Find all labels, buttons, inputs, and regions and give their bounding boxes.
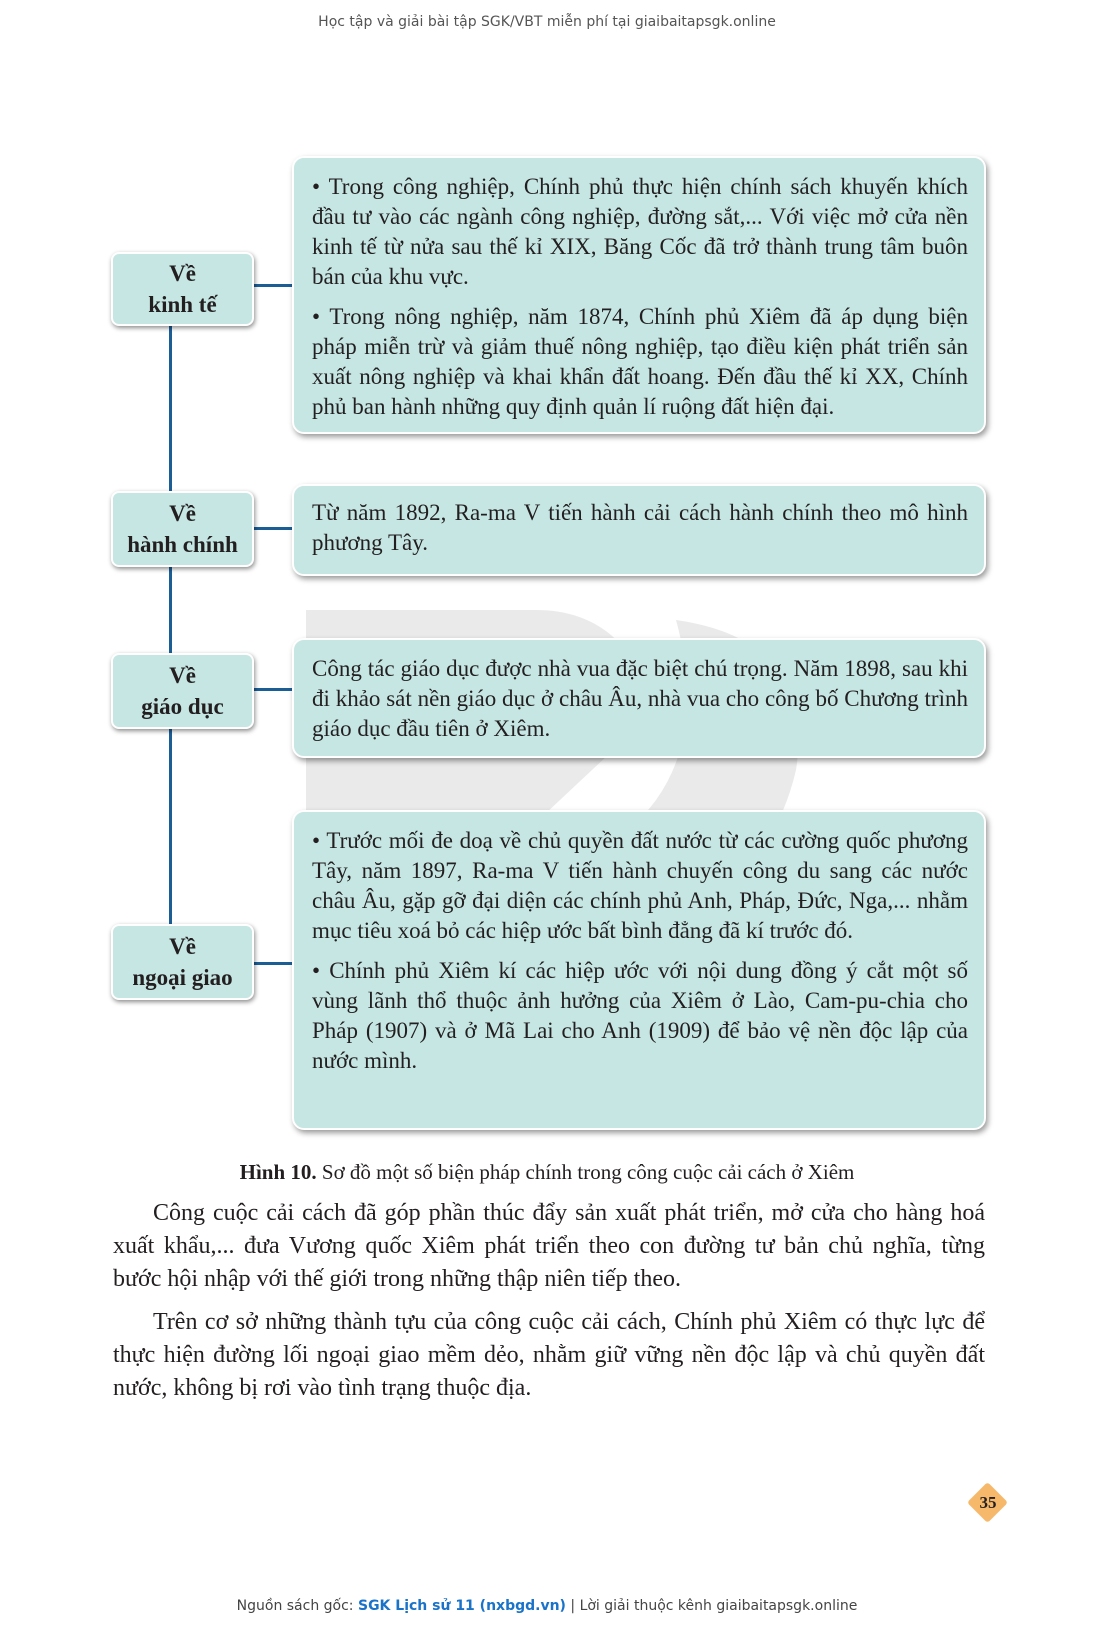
diagram-spine-line: [169, 324, 172, 944]
content-kinh-te-para-1: • Trong công nghiệp, Chính phủ thực hiện chính sách khuyến khích đầu tư vào các ngành công nghiệp, đường sắt,... Với việc mở cửa nền kinh tế từ nửa sau thế kỉ XIX, Băng Cốc đã trở thành trung tâm buôn bán của khu vực.: [312, 174, 968, 289]
label-ngoai-giao-line2: ngoại giao: [132, 965, 233, 990]
content-giao-duc-para-1: Công tác giáo dục được nhà vua đặc biệt chú trọng. Năm 1898, sau khi đi khảo sát nền giáo dục ở châu Âu, nhà vua cho công bố Chương trình giáo dục đầu tiên ở Xiêm.: [312, 656, 968, 741]
label-hanh-chinh-line2: hành chính: [127, 532, 238, 557]
label-kinh-te: [111, 252, 254, 326]
connector-ngoai-giao: [254, 962, 292, 965]
figure-caption-prefix: Hình 10.: [239, 1160, 317, 1184]
header-note: Học tập và giải bài tập SGK/VBT miễn phí tại giaibaitapsgk.online: [318, 14, 776, 30]
connector-hanh-chinh: [254, 527, 292, 530]
label-ngoai-giao: [111, 924, 254, 1000]
footer-suffix: | Lời giải thuộc kênh giaibaitapsgk.online: [565, 1598, 858, 1614]
footer-note: [0, 1598, 1094, 1614]
content-hanh-chinh-para-1: Từ năm 1892, Ra-ma V tiến hành cải cách hành chính theo mô hình phương Tây.: [312, 500, 968, 555]
content-ngoai-giao-para-1: • Trước mối đe doạ về chủ quyền đất nước từ các cường quốc phương Tây, năm 1897, Ra-ma V tiến hành chuyến công du sang các nước châu Âu, gặp gỡ đại diện các chính phủ Anh, Pháp, Đức, Nga,... nhằm mục tiêu xoá bỏ các hiệp ước bất bình đẳng đã kí trước đó.: [312, 828, 968, 943]
content-kinh-te-para-2: • Trong nông nghiệp, năm 1874, Chính phủ Xiêm đã áp dụng biện pháp miễn trừ và giảm thuế nông nghiệp, tạo điều kiện phát triển sản xuất nông nghiệp và khai khẩn đất hoang. Đến đầu thế kỉ XX, Chính phủ ban hành những quy định quản lí ruộng đất hiện đại.: [312, 304, 968, 419]
content-ngoai-giao: [292, 810, 986, 1130]
connector-kinh-te: [254, 284, 292, 287]
content-ngoai-giao-para-2: • Chính phủ Xiêm kí các hiệp ước với nội dung đồng ý cắt một số vùng lãnh thổ thuộc ảnh hưởng của Xiêm ở Lào, Cam-pu-chia cho Pháp (1907) và ở Mã Lai cho Anh (1909) để bảo vệ nền độc lập của nước mình.: [312, 958, 968, 1073]
connector-giao-duc: [254, 688, 292, 691]
label-kinh-te-line1: Về: [169, 261, 196, 286]
figure-caption: [0, 1160, 1094, 1185]
page-number: 35: [979, 1493, 997, 1512]
page-number-badge: [968, 1483, 1008, 1523]
body-paragraph-1: Công cuộc cải cách đã góp phần thúc đẩy sản xuất phát triển, mở cửa cho hàng hoá xuất khẩu,... đưa Vương quốc Xiêm phát triển theo con đường tư bản chủ nghĩa, từng bước hội nhập với thế giới trong những thập niên tiếp theo.: [113, 1200, 985, 1292]
label-kinh-te-line2: kinh tế: [148, 292, 217, 317]
content-kinh-te: [292, 156, 986, 434]
figure-caption-text: Sơ đồ một số biện pháp chính trong công cuộc cải cách ở Xiêm: [316, 1160, 855, 1184]
label-hanh-chinh-line1: Về: [169, 501, 196, 526]
body-paragraph-2: Trên cơ sở những thành tựu của công cuộc cải cách, Chính phủ Xiêm có thực lực để thực hiện đường lối ngoại giao mềm dẻo, nhằm giữ vững nền độc lập và chủ quyền đất nước, không bị rơi vào tình trạng thuộc địa.: [113, 1309, 985, 1401]
label-ngoai-giao-line1: Về: [169, 934, 196, 959]
content-hanh-chinh: [292, 484, 986, 576]
content-giao-duc: [292, 638, 986, 758]
label-hanh-chinh: [111, 491, 254, 567]
label-giao-duc: [111, 653, 254, 729]
label-giao-duc-line2: giáo dục: [141, 694, 224, 719]
label-giao-duc-line1: Về: [169, 663, 196, 688]
footer-prefix: Nguồn sách gốc:: [236, 1598, 358, 1614]
footer-source-link[interactable]: SGK Lịch sử 11 (nxbgd.vn): [357, 1598, 566, 1614]
